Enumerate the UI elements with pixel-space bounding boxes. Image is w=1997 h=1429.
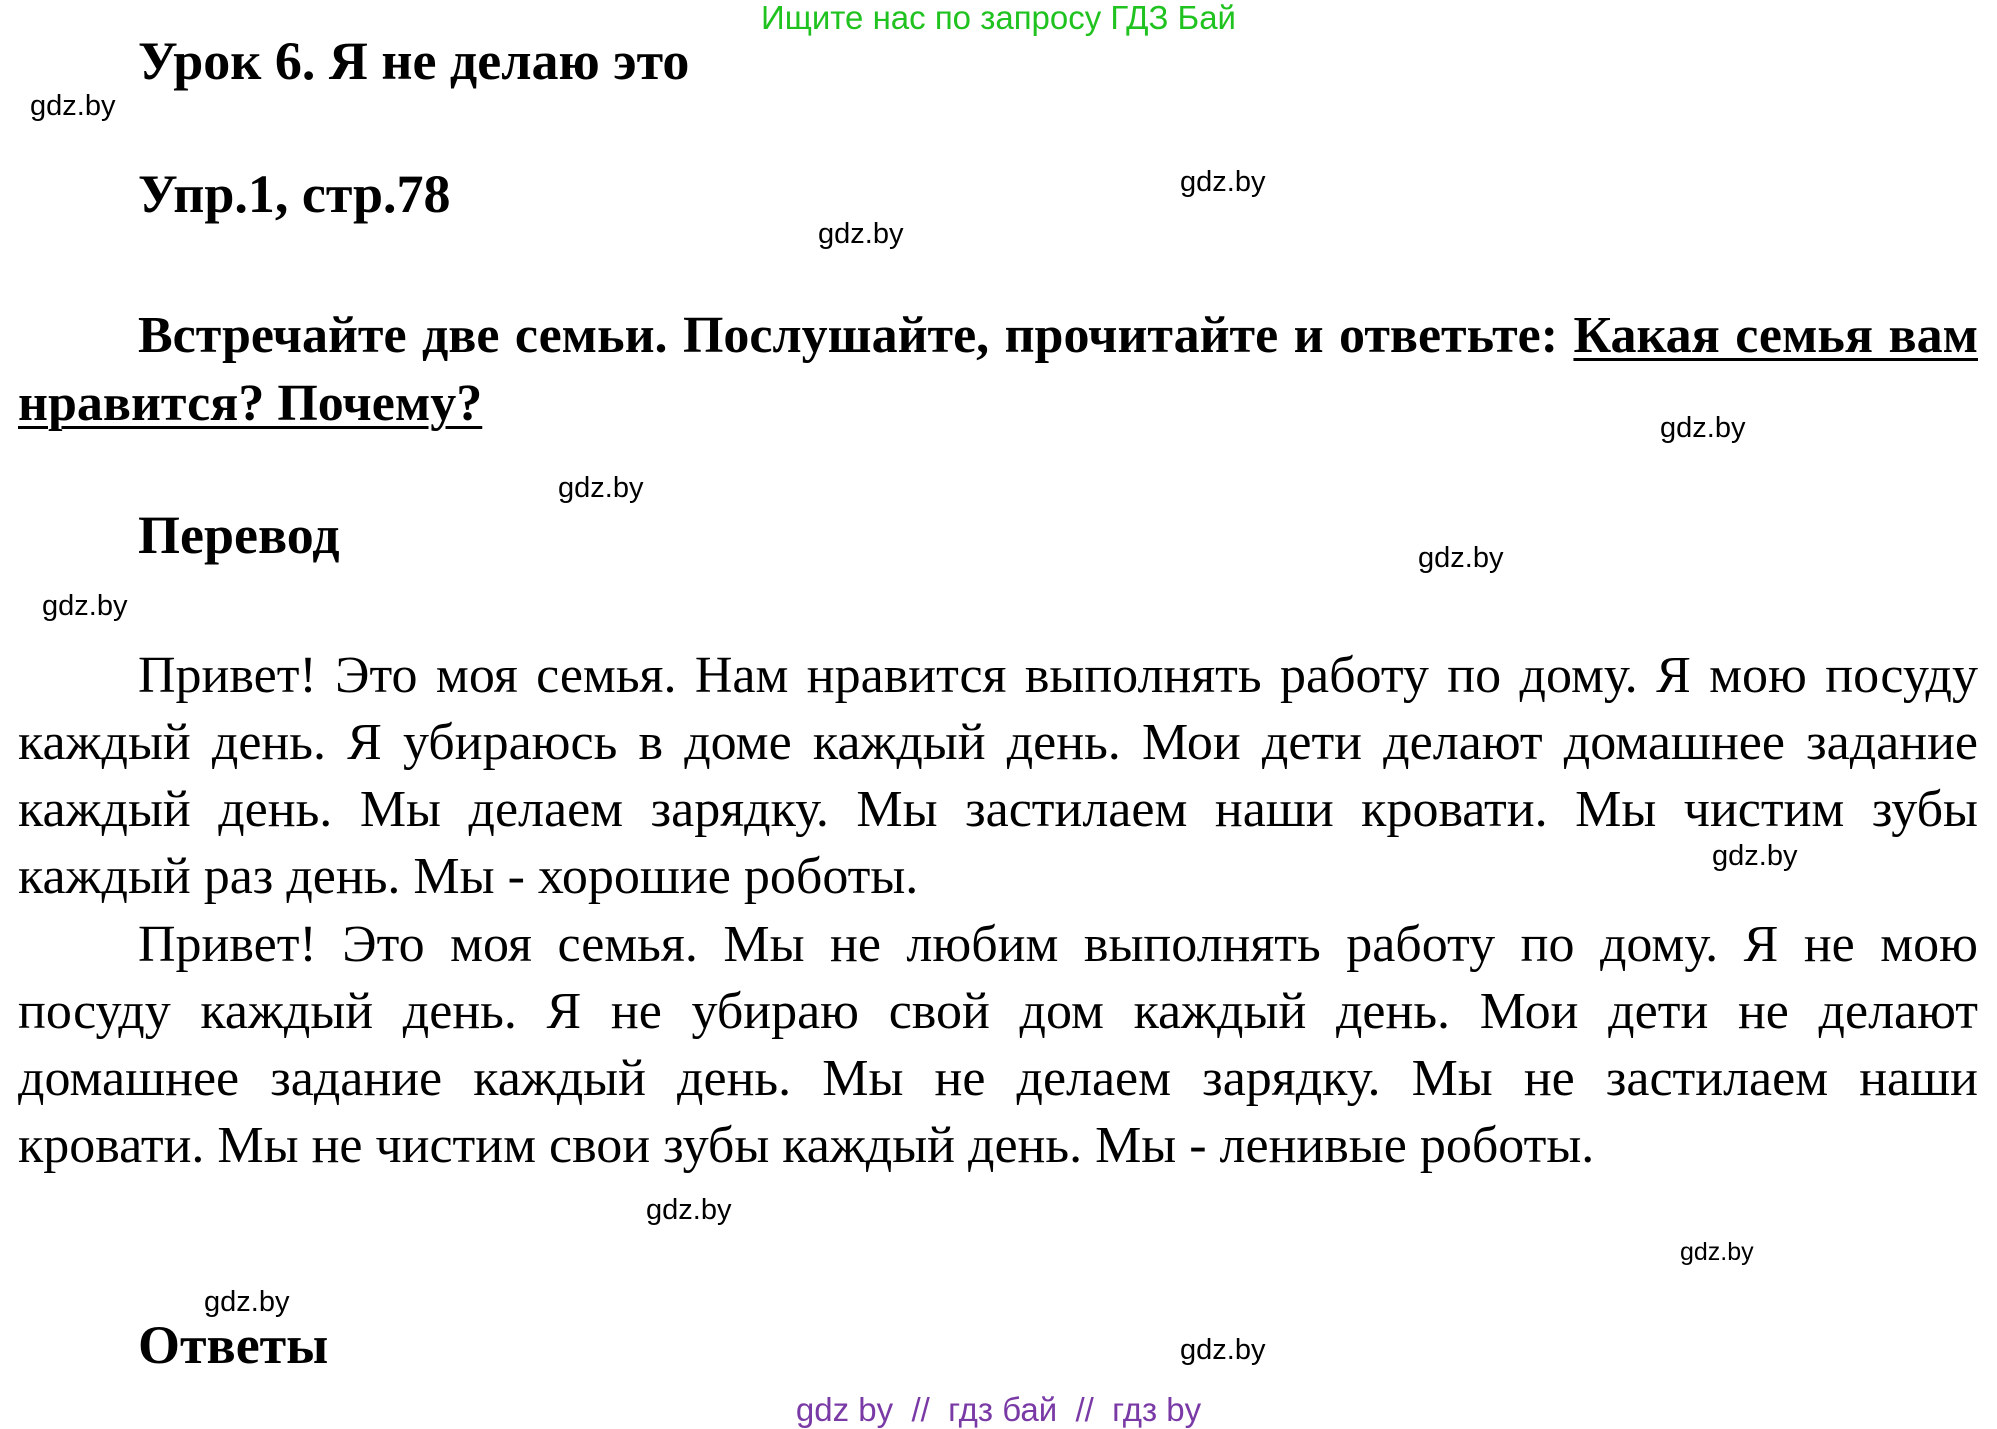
watermark: gdz.by bbox=[1680, 1238, 1754, 1266]
translation-heading: Перевод bbox=[138, 505, 340, 565]
exercise-title: Упр.1, стр.78 bbox=[138, 164, 451, 224]
lesson-title: Урок 6. Я не делаю это bbox=[138, 31, 690, 91]
watermark: gdz.by bbox=[204, 1286, 290, 1318]
paragraph-good-family: Привет! Это моя семья. Нам нравится выполнять работу по дому. Я мою посуду каждый день. Я убираюсь в доме каждый день. Мои дети делают домашнее задание каждый день. Мы делаем зарядку. Мы застилаем наши кровати. Мы чистим зубы каждый раз день. Мы - хорошие роботы. bbox=[18, 647, 1978, 905]
watermark: gdz.by bbox=[558, 472, 644, 504]
footer-links: gdz by // гдз бай // гдз by bbox=[795, 1391, 1202, 1428]
instruction-question: Какая семья вам нравится? Почему? bbox=[18, 307, 1978, 432]
watermark: gdz.by bbox=[818, 218, 904, 250]
watermark: gdz.by bbox=[1712, 840, 1798, 872]
watermark: gdz.by bbox=[1180, 1334, 1266, 1366]
watermark: gdz.by bbox=[1180, 166, 1266, 198]
instruction-text: Встречайте две семьи. Послушайте, прочитайте и ответьте: bbox=[138, 307, 1574, 364]
watermark: gdz.by bbox=[42, 590, 128, 622]
watermark: gdz.by bbox=[1418, 542, 1504, 574]
watermark: gdz.by bbox=[30, 90, 116, 122]
paragraph-lazy-family: Привет! Это моя семья. Мы не любим выполнять работу по дому. Я не мою посуду каждый день. Я не убираю свой дом каждый день. Мои дети не делают домашнее задание каждый день. Мы не делаем зарядку. Мы не застилаем наши кровати. Мы не чистим свои зубы каждый день. Мы - ленивые роботы. bbox=[18, 916, 1978, 1174]
watermark: gdz.by bbox=[1660, 412, 1746, 444]
answers-heading: Ответы bbox=[138, 1315, 329, 1375]
watermark: gdz.by bbox=[646, 1194, 732, 1226]
site-banner: Ищите нас по запросу ГДЗ Бай bbox=[761, 0, 1236, 36]
